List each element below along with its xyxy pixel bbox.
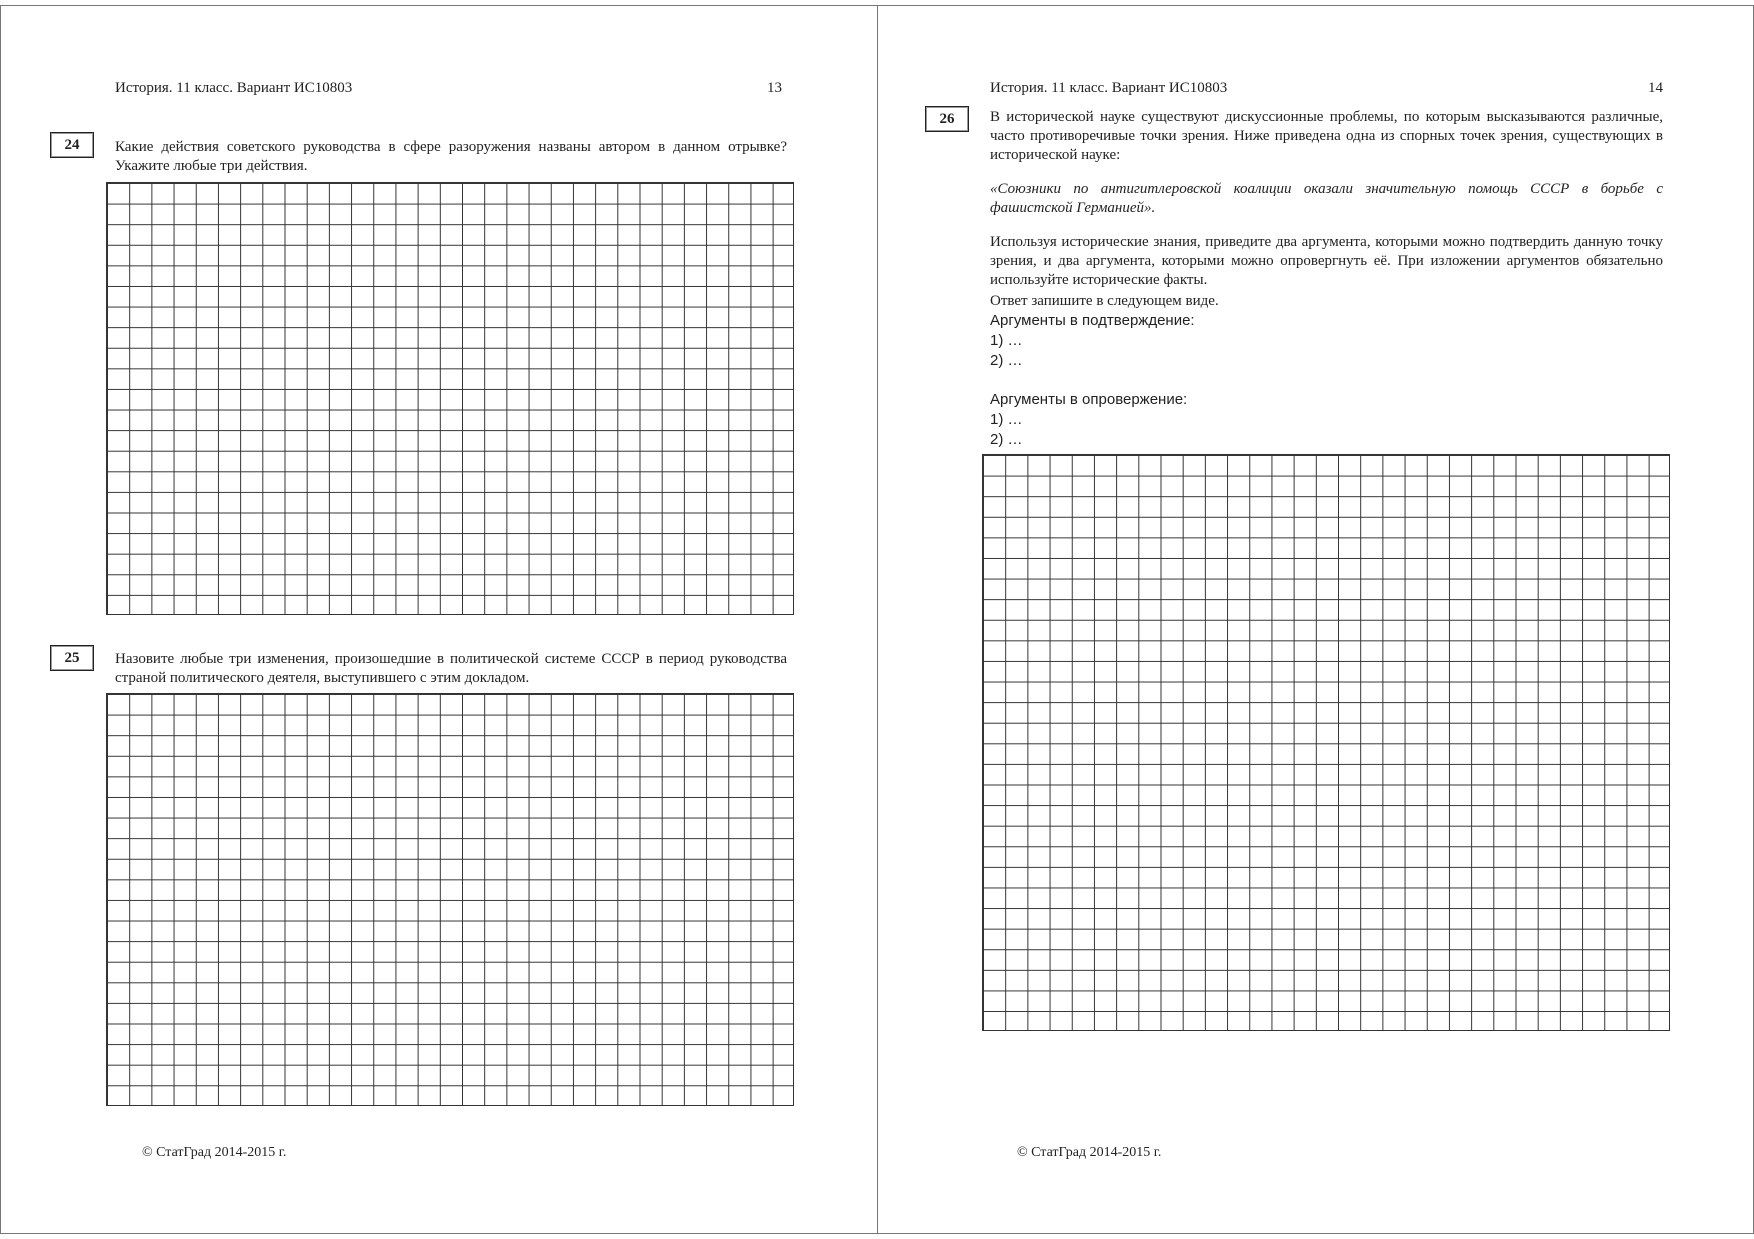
page-number: 14 bbox=[1648, 80, 1663, 96]
page-header: История. 11 класс. Вариант ИС10803 bbox=[115, 80, 353, 96]
page-header: История. 11 класс. Вариант ИС10803 bbox=[990, 80, 1228, 96]
question-26-intro: В исторической науке существуют дискуссионные проблемы, по которым высказываются различные, часто противоречивые точки зрения. Ниже приведена одна из спорных точек зрения, существующих в исторической науке: bbox=[990, 109, 1663, 163]
support-item-2: 2) … bbox=[990, 352, 1023, 369]
refute-item-1: 1) … bbox=[990, 411, 1023, 428]
page-number: 13 bbox=[767, 80, 782, 96]
right-page bbox=[877, 5, 1754, 1234]
answer-grid-24[interactable] bbox=[106, 182, 794, 615]
question-number-24: 24 bbox=[50, 132, 94, 158]
answer-form-text: Ответ запишите в следующем виде. bbox=[990, 293, 1219, 309]
question-26-instruction: Используя исторические знания, приведите два аргумента, которыми можно подтвердить данную точку зрения, и два аргумента, которыми можно опровергнуть её. При изложении аргументов обязательно используйте исторические факты. bbox=[990, 234, 1663, 288]
question-number-25: 25 bbox=[50, 645, 94, 671]
question-26-quote: «Союзники по антигитлеровской коалиции оказали значительную помощь СССР в борьбе с фашистской Германией». bbox=[990, 181, 1663, 216]
answer-grid-26[interactable] bbox=[982, 454, 1670, 1031]
footer-copyright: © СтатГрад 2014-2015 г. bbox=[1017, 1145, 1162, 1160]
refute-label: Аргументы в опровержение: bbox=[990, 391, 1188, 408]
footer-copyright: © СтатГрад 2014-2015 г. bbox=[142, 1145, 287, 1160]
left-page bbox=[0, 5, 878, 1234]
question-number-26: 26 bbox=[925, 106, 969, 132]
question-24-text: Какие действия советского руководства в сфере разоружения названы автором в данном отрывке? Укажите любые три действия. bbox=[115, 139, 787, 174]
question-25-text: Назовите любые три изменения, произошедшие в политической системе СССР в период руководства страной политического деятеля, выступившего с этим докладом. bbox=[115, 651, 787, 686]
support-label: Аргументы в подтверждение: bbox=[990, 312, 1195, 329]
answer-grid-25[interactable] bbox=[106, 693, 794, 1106]
support-item-1: 1) … bbox=[990, 332, 1023, 349]
refute-item-2: 2) … bbox=[990, 431, 1023, 448]
